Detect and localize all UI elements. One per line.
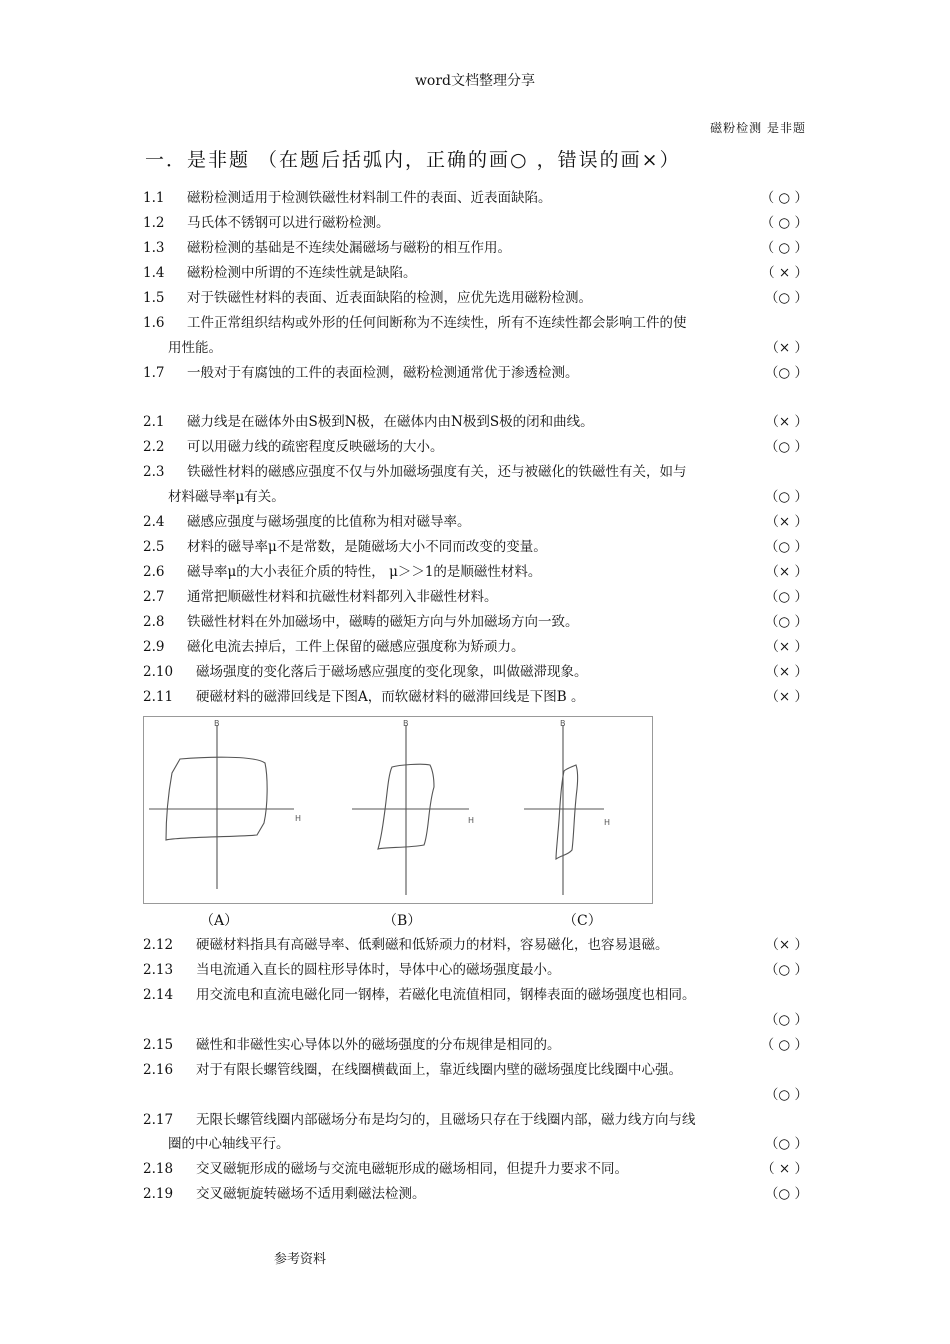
question-row xyxy=(143,585,808,610)
question-row xyxy=(143,410,808,435)
question-row xyxy=(143,560,808,585)
question-number: 2.11 xyxy=(143,689,174,705)
answer-mark: （ × ） xyxy=(761,1161,808,1177)
question-number: 2.18 xyxy=(143,1161,174,1177)
question-row xyxy=(143,236,808,261)
answer-mark: （○ ） xyxy=(764,1012,808,1028)
question-text: 马氏体不锈钢可以进行磁粉检测。 xyxy=(187,215,390,231)
question-row xyxy=(143,460,808,485)
answer-mark: （× ） xyxy=(765,689,808,705)
question-number: 2.9 xyxy=(143,639,165,655)
caption-b: （B） xyxy=(383,913,422,929)
question-continuation: 用性能。 xyxy=(168,340,222,356)
question-continuation: 材料磁导率μ有关。 xyxy=(168,489,285,505)
question-row xyxy=(143,1108,808,1133)
question-text: 对于有限长螺管线圈，在线圈横截面上，靠近线圈内壁的磁场强度比线圈中心强。 xyxy=(196,1062,682,1078)
running-head: 磁粉检测 是非题 xyxy=(710,121,806,135)
answer-mark: （ ○ ） xyxy=(760,240,808,256)
answer-mark: （× ） xyxy=(765,937,808,953)
answer-mark: （○ ） xyxy=(764,439,808,455)
question-continuation-row xyxy=(143,1083,808,1108)
question-row xyxy=(143,261,808,286)
answer-mark: （× ） xyxy=(765,564,808,580)
answer-mark: （○ ） xyxy=(764,962,808,978)
question-text: 一般对于有腐蚀的工件的表面检测，磁粉检测通常优于渗透检测。 xyxy=(187,365,579,381)
question-row xyxy=(143,635,808,660)
question-text: 工件正常组织结构或外形的任何间断称为不连续性，所有不连续性都会影响工件的使 xyxy=(187,315,687,331)
question-number: 2.16 xyxy=(143,1062,174,1078)
question-number: 2.1 xyxy=(143,414,165,430)
answer-mark: （○ ） xyxy=(764,614,808,630)
question-row xyxy=(143,685,808,710)
question-number: 2.4 xyxy=(143,514,165,530)
hysteresis-loops-svg xyxy=(144,717,652,903)
question-continuation-row xyxy=(143,1132,808,1157)
answer-mark: （× ） xyxy=(765,514,808,530)
loop-c-b-label: B xyxy=(560,719,566,728)
question-number: 2.6 xyxy=(143,564,165,580)
question-number: 2.2 xyxy=(143,439,165,455)
question-text: 交叉磁轭旋转磁场不适用剩磁法检测。 xyxy=(196,1186,426,1202)
question-continuation-row xyxy=(143,336,808,361)
answer-mark: （× ） xyxy=(765,340,808,356)
question-text: 硬磁材料的磁滞回线是下图A，而软磁材料的磁滞回线是下图B 。 xyxy=(196,689,585,705)
hysteresis-figure xyxy=(143,716,653,904)
question-text: 磁粉检测的基础是不连续处漏磁场与磁粉的相互作用。 xyxy=(187,240,511,256)
question-row xyxy=(143,510,808,535)
loop-b-b-label: B xyxy=(403,719,409,728)
question-text: 磁场强度的变化落后于磁场感应强度的变化现象，叫做磁滞现象。 xyxy=(196,664,588,680)
answer-mark: （○ ） xyxy=(764,489,808,505)
question-text: 无限长螺管线圈内部磁场分布是均匀的，且磁场只存在于线圈内部，磁力线方向与线 xyxy=(196,1112,696,1128)
question-text: 对于铁磁性材料的表面、近表面缺陷的检测，应优先选用磁粉检测。 xyxy=(187,290,592,306)
question-text: 硬磁材料指具有高磁导率、低剩磁和低矫顽力的材料，容易磁化，也容易退磁。 xyxy=(196,937,669,953)
question-row xyxy=(143,535,808,560)
question-text: 铁磁性材料在外加磁场中，磁畴的磁矩方向与外加磁场方向一致。 xyxy=(187,614,579,630)
answer-mark: （× ） xyxy=(765,414,808,430)
question-row xyxy=(143,1033,808,1058)
question-row xyxy=(143,1182,808,1207)
question-text: 磁粉检测中所谓的不连续性就是缺陷。 xyxy=(187,265,417,281)
question-row xyxy=(143,660,808,685)
question-number: 1.6 xyxy=(143,315,165,331)
question-row xyxy=(143,311,808,336)
answer-mark: （× ） xyxy=(765,639,808,655)
question-number: 1.4 xyxy=(143,265,165,281)
question-text: 用交流电和直流电磁化同一钢棒，若磁化电流值相同，钢棒表面的磁场强度也相同。 xyxy=(196,987,696,1003)
question-number: 1.2 xyxy=(143,215,165,231)
question-number: 2.12 xyxy=(143,937,174,953)
question-row xyxy=(143,1058,808,1083)
caption-a: （A） xyxy=(200,913,239,929)
question-number: 1.1 xyxy=(143,190,165,206)
question-continuation-row xyxy=(143,1008,808,1033)
question-number: 2.19 xyxy=(143,1186,174,1202)
loop-b-h-label: H xyxy=(468,816,475,825)
question-text: 可以用磁力线的疏密程度反映磁场的大小。 xyxy=(187,439,444,455)
loop-a-h-label: H xyxy=(295,814,302,823)
question-row xyxy=(143,435,808,460)
answer-mark: （○ ） xyxy=(764,1087,808,1103)
answer-mark: （○ ） xyxy=(764,589,808,605)
answer-mark: （ ○ ） xyxy=(760,190,808,206)
question-row xyxy=(143,211,808,236)
question-row xyxy=(143,361,808,386)
answer-mark: （× ） xyxy=(765,664,808,680)
loop-a-b-label: B xyxy=(214,719,220,728)
question-number: 2.7 xyxy=(143,589,165,605)
question-text: 铁磁性材料的磁感应强度不仅与外加磁场强度有关，还与被磁化的铁磁性有关，如与 xyxy=(187,464,687,480)
loop-c-curve xyxy=(556,765,578,859)
question-text: 交叉磁轭形成的磁场与交流电磁轭形成的磁场相同，但提升力要求不同。 xyxy=(196,1161,628,1177)
question-text: 磁化电流去掉后，工件上保留的磁感应强度称为矫顽力。 xyxy=(187,639,525,655)
question-continuation: 圈的中心轴线平行。 xyxy=(168,1136,290,1152)
question-row xyxy=(143,286,808,311)
question-number: 2.8 xyxy=(143,614,165,630)
question-row xyxy=(143,933,808,958)
question-row xyxy=(143,1157,808,1182)
question-row xyxy=(143,958,808,983)
answer-mark: （○ ） xyxy=(764,1136,808,1152)
question-number: 2.13 xyxy=(143,962,174,978)
question-text: 磁力线是在磁体外由S极到N极，在磁体内由N极到S极的闭和曲线。 xyxy=(187,414,594,430)
question-row xyxy=(143,610,808,635)
question-continuation-row xyxy=(143,485,808,510)
question-text: 磁性和非磁性实心导体以外的磁场强度的分布规律是相同的。 xyxy=(196,1037,561,1053)
question-number: 1.7 xyxy=(143,365,165,381)
question-number: 2.3 xyxy=(143,464,165,480)
answer-mark: （○ ） xyxy=(764,539,808,555)
question-text: 材料的磁导率μ不是常数，是随磁场大小不同而改变的变量。 xyxy=(187,539,547,555)
answer-mark: （○ ） xyxy=(764,1186,808,1202)
question-number: 2.5 xyxy=(143,539,165,555)
question-row xyxy=(143,186,808,211)
question-number: 2.17 xyxy=(143,1112,174,1128)
page-footer: 参考资料 xyxy=(274,1252,327,1267)
question-row xyxy=(143,983,808,1008)
question-number: 1.5 xyxy=(143,290,165,306)
question-number: 2.15 xyxy=(143,1037,174,1053)
question-number: 2.10 xyxy=(143,664,174,680)
answer-mark: （ ○ ） xyxy=(760,215,808,231)
question-text: 磁导率μ的大小表征介质的特性， μ＞＞1的是顺磁性材料。 xyxy=(187,564,542,580)
answer-mark: （○ ） xyxy=(764,290,808,306)
answer-mark: （○ ） xyxy=(764,365,808,381)
section-title: 一．是非题 （在题后括弧内，正确的画○ ，错误的画×） xyxy=(145,149,681,171)
question-text: 磁粉检测适用于检测铁磁性材料制工件的表面、近表面缺陷。 xyxy=(187,190,552,206)
answer-mark: （ ○ ） xyxy=(760,1037,808,1053)
question-text: 磁感应强度与磁场强度的比值称为相对磁导率。 xyxy=(187,514,471,530)
page-header: word文档整理分享 xyxy=(414,73,536,89)
answer-mark: （ × ） xyxy=(761,265,808,281)
question-number: 2.14 xyxy=(143,987,174,1003)
question-text: 当电流通入直长的圆柱形导体时，导体中心的磁场强度最小。 xyxy=(196,962,561,978)
loop-c-h-label: H xyxy=(604,818,611,827)
question-number: 1.3 xyxy=(143,240,165,256)
caption-c: （C） xyxy=(563,913,602,929)
question-text: 通常把顺磁性材料和抗磁性材料都列入非磁性材料。 xyxy=(187,589,498,605)
